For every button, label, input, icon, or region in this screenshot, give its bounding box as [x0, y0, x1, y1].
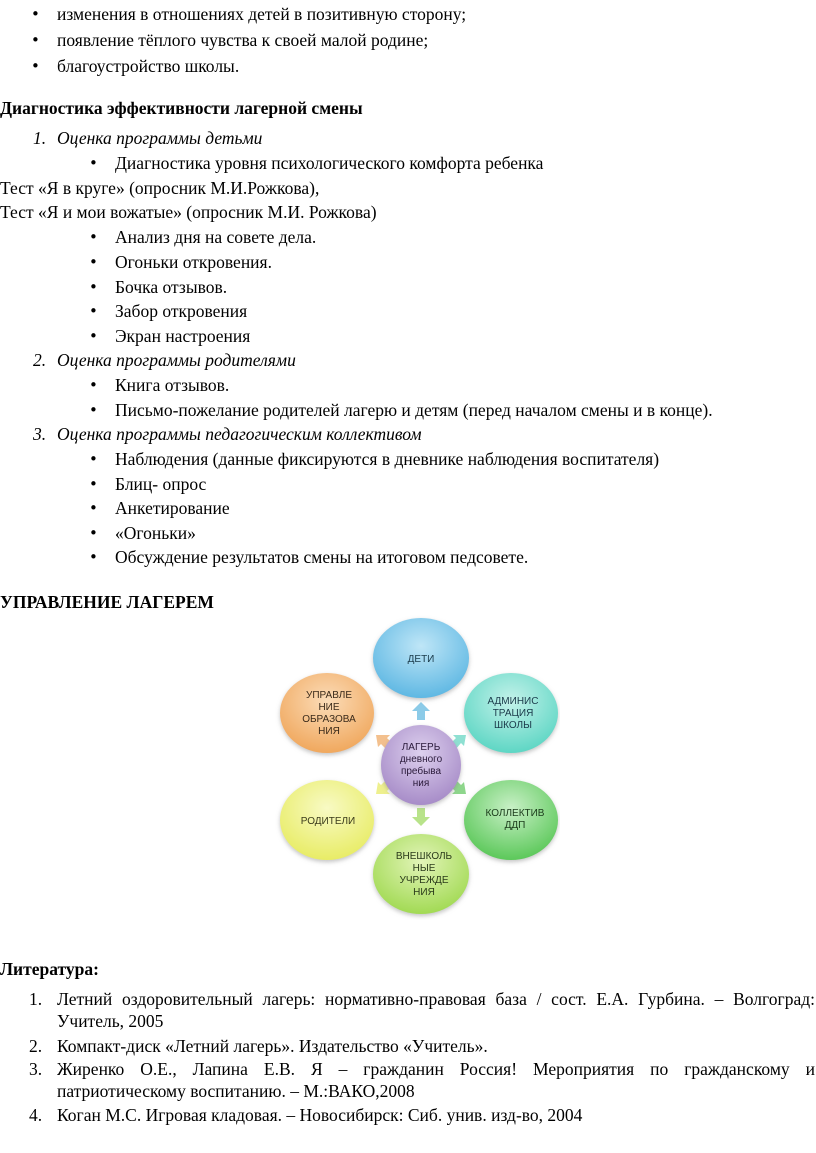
- list-item: • «Огоньки»: [115, 522, 196, 544]
- diagram-center-label: пребыва: [400, 766, 442, 777]
- list-item: • Блиц- опрос: [115, 473, 206, 495]
- test-line: Тест «Я в круге» (опросник М.И.Рожкова),: [0, 178, 320, 198]
- diagram-node-label: НИЯ: [413, 887, 435, 898]
- literature-heading: Литература:: [0, 959, 99, 979]
- list-item: • Забор откровения: [115, 300, 247, 322]
- literature-number: 3.: [29, 1059, 43, 1079]
- literature-item: [29, 1058, 815, 1102]
- list-item: • Экран настроения: [115, 325, 250, 347]
- section-title: Оценка программы педагогическим коллективом: [57, 424, 422, 444]
- diagram-node-label: УПРАВЛЕ: [305, 690, 353, 701]
- test-line: Тест «Я и мои вожатые» (опросник М.И. Рожкова): [0, 202, 377, 222]
- diagram-center-label: ния: [412, 778, 430, 789]
- diagram-node-label: АДМИНИС: [487, 696, 539, 707]
- list-item: • Наблюдения (данные фиксируются в дневнике наблюдения воспитателя): [115, 448, 659, 470]
- diagram-node-label: ДДП: [504, 820, 526, 831]
- literature-text: Летний оздоровительный лагерь: нормативно-правовая база / сост. Е.А. Гурбина. – Волгоград: Учитель, 2005: [57, 989, 815, 1031]
- list-item: • Письмо-пожелание родителей лагерю и детям (перед началом смены и в конце).: [115, 399, 713, 421]
- section-number: 3.: [33, 424, 47, 444]
- diagram-node-label: ТРАЦИЯ: [492, 708, 534, 719]
- diagram-node-label: УЧРЕЖДЕ: [399, 875, 449, 886]
- arrow-icon: [412, 808, 430, 826]
- diagram-center-label: ЛАГЕРЬ: [401, 742, 441, 753]
- diagram-node-label: ДЕТИ: [407, 654, 435, 665]
- literature-item: [29, 1104, 815, 1126]
- literature-text: Компакт-диск «Летний лагерь». Издательство «Учитель».: [57, 1036, 488, 1056]
- literature-text: Жиренко О.Е., Лапина Е.В. Я – гражданин Россия! Мероприятия по гражданскому и патриотическому воспитанию. – М.:ВАКО,2008: [57, 1059, 815, 1101]
- literature-number: 2.: [29, 1036, 43, 1056]
- list-item: • благоустройство школы.: [57, 55, 239, 77]
- diagram-node-education-dept: [280, 673, 374, 753]
- literature-item: [29, 988, 815, 1032]
- diagram-node-label: НИЕ: [318, 702, 340, 713]
- list-item: • Бочка отзывов.: [115, 276, 227, 298]
- literature-text: Коган М.С. Игровая кладовая. – Новосибирск: Сиб. унив. изд-во, 2004: [57, 1105, 583, 1125]
- diagram-node-label: ШКОЛЫ: [494, 720, 532, 731]
- list-item: • Анализ дня на совете дела.: [115, 226, 316, 248]
- diagram-node-outschool: [373, 834, 469, 914]
- section-number: 2.: [33, 350, 47, 370]
- diagram-node-label: ВНЕШКОЛЬ: [395, 851, 453, 862]
- section-number: 1.: [33, 128, 47, 148]
- diagram-node-parents: [280, 780, 374, 860]
- diagram-node-label: НИЯ: [318, 726, 340, 737]
- section-title: Оценка программы родителями: [57, 350, 296, 370]
- list-item: • Огоньки откровения.: [115, 251, 272, 273]
- diagram-node-label: РОДИТЕЛИ: [300, 816, 356, 827]
- literature-item: [29, 1035, 815, 1057]
- list-item: • изменения в отношениях детей в позитивную сторону;: [57, 3, 466, 25]
- diagram-node-label: КОЛЛЕКТИВ: [485, 808, 545, 819]
- diagram-node-collective: [464, 780, 558, 860]
- diagram-node-administration: [464, 673, 558, 753]
- diagram-center-node: [381, 725, 461, 805]
- diagram-node-deti: [373, 618, 469, 698]
- literature-number: 4.: [29, 1105, 43, 1125]
- section-heading: Диагностика эффективности лагерной смены: [0, 98, 363, 118]
- arrow-icon: [412, 702, 430, 720]
- diagram-node-label: ОБРАЗОВА: [302, 714, 356, 725]
- list-item: • появление тёплого чувства к своей малой родине;: [57, 29, 428, 51]
- list-item: • Книга отзывов.: [115, 374, 229, 396]
- list-item: • Обсуждение результатов смены на итоговом педсовете.: [115, 546, 528, 568]
- list-item: • Диагностика уровня психологического комфорта ребенка: [115, 152, 543, 174]
- list-item: • Анкетирование: [115, 497, 230, 519]
- diagram-center-label: дневного: [399, 754, 443, 765]
- section-title: Оценка программы детьми: [57, 128, 263, 148]
- literature-number: 1.: [29, 989, 43, 1009]
- diagram-node-label: НЫЕ: [412, 863, 436, 874]
- section-heading: УПРАВЛЕНИЕ ЛАГЕРЕМ: [0, 592, 214, 612]
- management-diagram: [270, 614, 560, 920]
